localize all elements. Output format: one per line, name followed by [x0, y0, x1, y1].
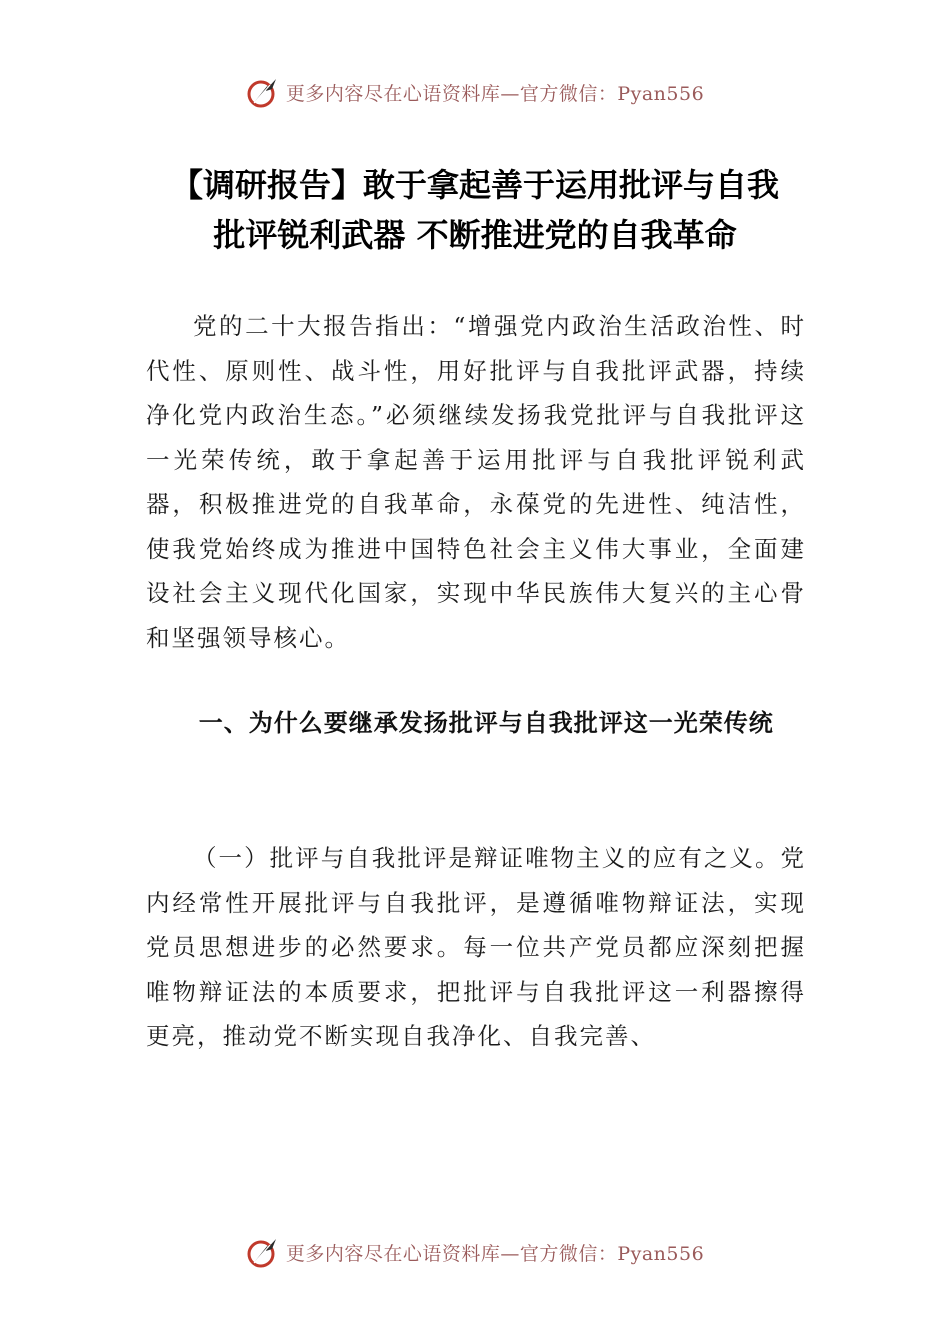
footer-banner-text: 更多内容尽在心语资料库—官方微信：Pyan556 — [285, 1242, 705, 1265]
section-1-heading: 一、为什么要继承发扬批评与自我批评这一光荣传统 — [198, 709, 774, 737]
document-title — [120, 160, 830, 260]
feather-pen-logo-icon — [246, 1235, 280, 1269]
header-banner — [0, 72, 950, 112]
title-line-2: 批评锐利武器 不断推进党的自我革命 — [213, 216, 737, 254]
feather-pen-logo-icon — [246, 75, 280, 109]
intro-paragraph: 党的二十大报告指出：“增强党内政治生活政治性、时代性、原则性、战斗性，用好批评与自我批评武器，持续净化党内政治生态。”必须继续发扬我党批评与自我批评这一光荣传统，敢于拿起善于运用批评与自我批评锐利武器，积极推进党的自我革命，永葆党的先进性、纯洁性，使我党始终成为推进中国特色社会主义伟大事业，全面建设社会主义现代化国家，实现中华民族伟大复兴的主心骨和坚强领导核心。 — [146, 312, 806, 652]
title-line-1: 【调研报告】敢于拿起善于运用批评与自我 — [170, 166, 779, 204]
header-banner-text: 更多内容尽在心语资料库—官方微信：Pyan556 — [285, 82, 705, 105]
footer-banner — [0, 1232, 950, 1272]
section-1-paragraph: （一）批评与自我批评是辩证唯物主义的应有之义。党内经常性开展批评与自我批评，是遵循唯物辩证法，实现党员思想进步的必然要求。每一位共产党员都应深刻把握唯物辩证法的本质要求，把批评与自我批评这一利器擦得更亮，推动党不断实现自我净化、自我完善、 — [146, 844, 806, 1050]
